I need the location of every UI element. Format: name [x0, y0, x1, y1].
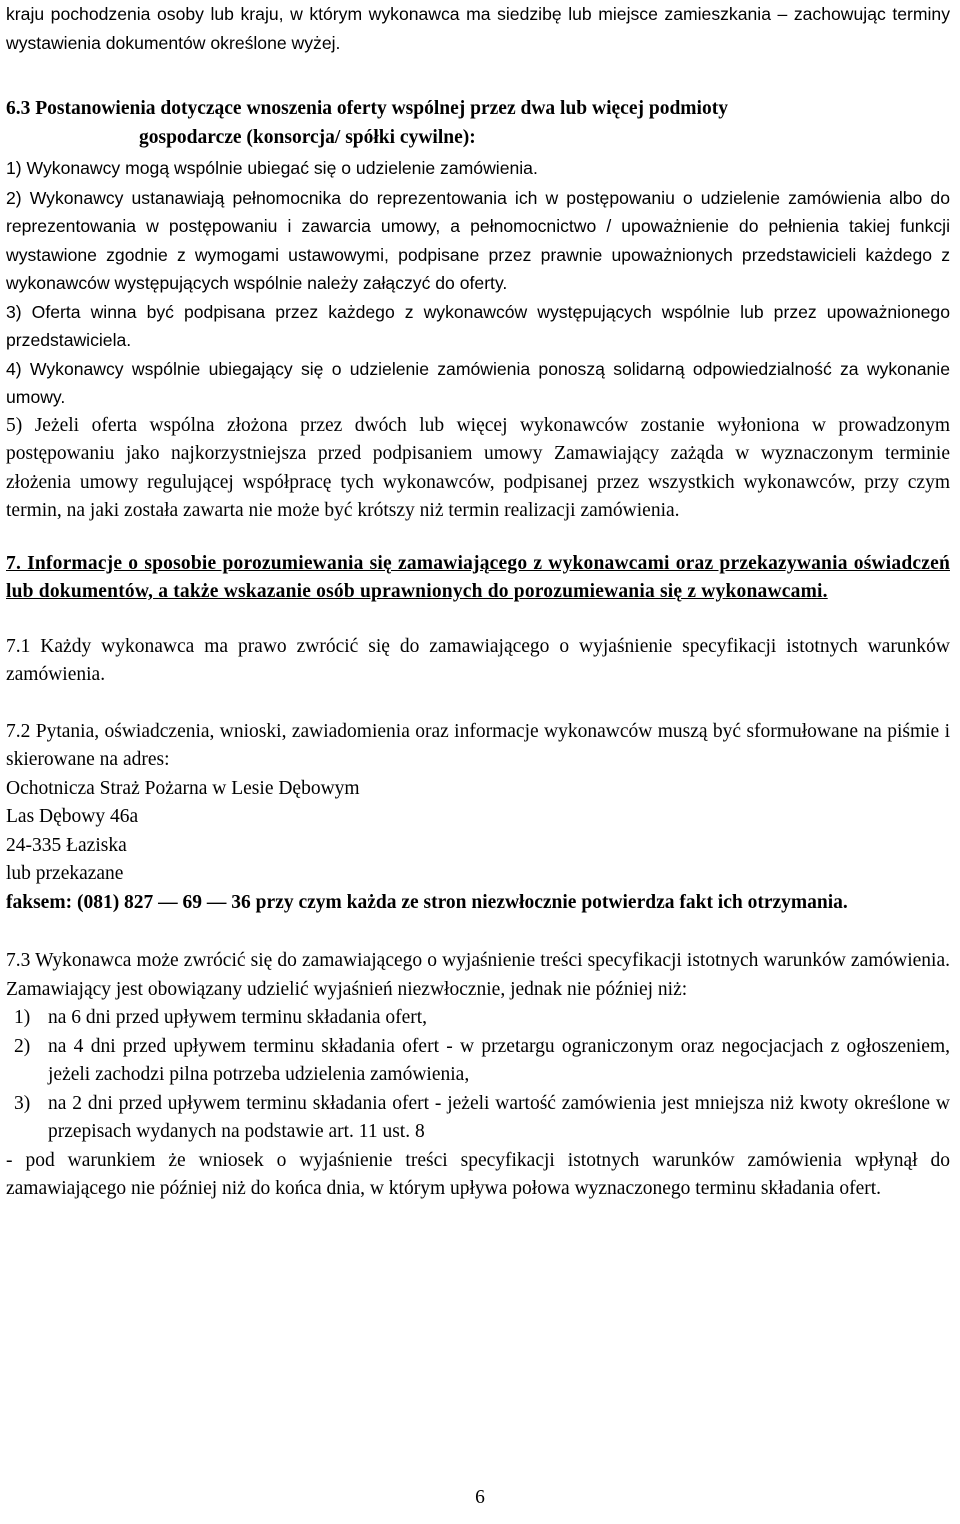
address-line-2: Las Dębowy 46a [6, 806, 139, 827]
address-line-3: 24-335 Łaziska [6, 834, 127, 856]
spacer [6, 917, 950, 947]
section-6-3-heading [6, 95, 950, 124]
list-item [6, 1090, 950, 1147]
item-4: 4) Wykonawcy wspólnie ubiegający się o udzielenie zamówienia ponoszą solidarną odpowiedzialność za wykonanie umowy. [6, 358, 950, 407]
address-line-4: lub przekazane [6, 863, 124, 884]
item-5: 5) Jeżeli oferta wspólna złożona przez dwóch lub więcej wykonawców zostanie wyłoniona w prowadzonym postępowaniu jako najkorzystniejsza przed podpisaniem umowy Zamawiający zażąda w wyznaczonym terminie złożenia umowy regulującej współpracę tych wykonawców, podpisanej przez wszystkich wykonawców, przy czym termin, na jaki została zawarta nie może być krótszy niż termin realizacji zamówienia. [6, 414, 950, 521]
paragraph-7-3: 7.3 Wykonawca może zwrócić się do zamawiającego o wyjaśnienie treści specyfikacji istotnych warunków zamówienia. Zamawiający jest obowiązany udzielić wyjaśnień niezwłocznie, jednak nie później niż: [6, 950, 950, 1000]
paragraph-7-2: 7.2 Pytania, oświadczenia, wnioski, zawiadomienia oraz informacje wykonawców muszą być sformułowane na piśmie i skierowane na adres: [6, 720, 950, 770]
final-paragraph: - pod warunkiem że wniosek o wyjaśnienie treści specyfikacji istotnych warunków zamówienia wpłynął do zamawiającego nie później niż do końca dnia, w którym upływa połowa wyznaczonego terminu składania ofert. [6, 1149, 950, 1199]
spacer [6, 57, 950, 87]
item-3: 3) Oferta winna być podpisana przez każdego z wykonawców występujących wspólnie lub przez upoważnionego przedstawiciela. [6, 301, 950, 350]
fax-line: faksem: (081) 827 — 69 — 36 przy czym każda ze stron niezwłocznie potwierdza fakt ich otrzymania. [6, 891, 848, 913]
spacer [6, 526, 950, 550]
list-item-text: na 2 dni przed upływem terminu składania ofert - jeżeli wartość zamówienia jest mniejsza niż kwoty określone w przepisach wydanych na podstawie art. 11 ust. 8 [48, 1092, 950, 1142]
section-6-3-number: 6.3 [6, 98, 31, 119]
list-item-number: 2) [14, 1035, 31, 1057]
document-page [6, 0, 950, 1204]
page-number: 6 [475, 1487, 485, 1508]
section-7-heading: 7. Informacje o sposobie porozumiewania się zamawiającego z wykonawcami oraz przekazywania oświadczeń lub dokumentów, a także wskazanie osób uprawnionych do porozumiewania się z wykonawcami. [6, 552, 950, 602]
list-item-number: 1) [14, 1007, 31, 1028]
section-6-3-heading-cont: gospodarcze (konsorcja/ spółki cywilne): [139, 126, 476, 148]
item-1: 1) Wykonawcy mogą wspólnie ubiegać się o udzielenie zamówienia. [6, 158, 538, 178]
spacer [6, 690, 950, 718]
list-item-text: na 6 dni przed upływem terminu składania ofert, [48, 1007, 428, 1028]
list-item [6, 1004, 950, 1033]
list-item [6, 1033, 950, 1090]
intro-paragraph: kraju pochodzenia osoby lub kraju, w którym wykonawca ma siedzibę lub miejsce zamieszkania – zachowując terminy wystawienia dokumentów określone wyżej. [6, 4, 950, 53]
spacer [6, 607, 950, 633]
list-item-text: na 4 dni przed upływem terminu składania ofert - w przetargu ograniczonym oraz negocjacjach z ogłoszeniem, jeżeli zachodzi pilna potrzeba udzielenia zamówienia, [48, 1035, 950, 1085]
section-6-3-title: Postanowienia dotyczące wnoszenia oferty wspólnej przez dwa lub więcej podmioty [35, 98, 728, 119]
address-line-1: Ochotnicza Straż Pożarna w Lesie Dębowym [6, 777, 360, 799]
list-item-number: 3) [14, 1092, 31, 1114]
paragraph-7-1: 7.1 Każdy wykonawca ma prawo zwrócić się do zamawiającego o wyjaśnienie specyfikacji istotnych warunków zamówienia. [6, 635, 950, 685]
item-2: 2) Wykonawcy ustanawiają pełnomocnika do reprezentowania ich w postępowaniu o udzielenie zamówienia albo do reprezentowania w postępowaniu i zawarcia umowy, a pełnomocnictwo / upoważnienie do pełnienia takiej funkcji wystawione zgodnie z wymogami ustawowymi, podpisane przez prawnie upoważnionych przedstawicieli każdego z wykonawców występujących wspólnie należy załączyć do oferty. [6, 187, 950, 293]
